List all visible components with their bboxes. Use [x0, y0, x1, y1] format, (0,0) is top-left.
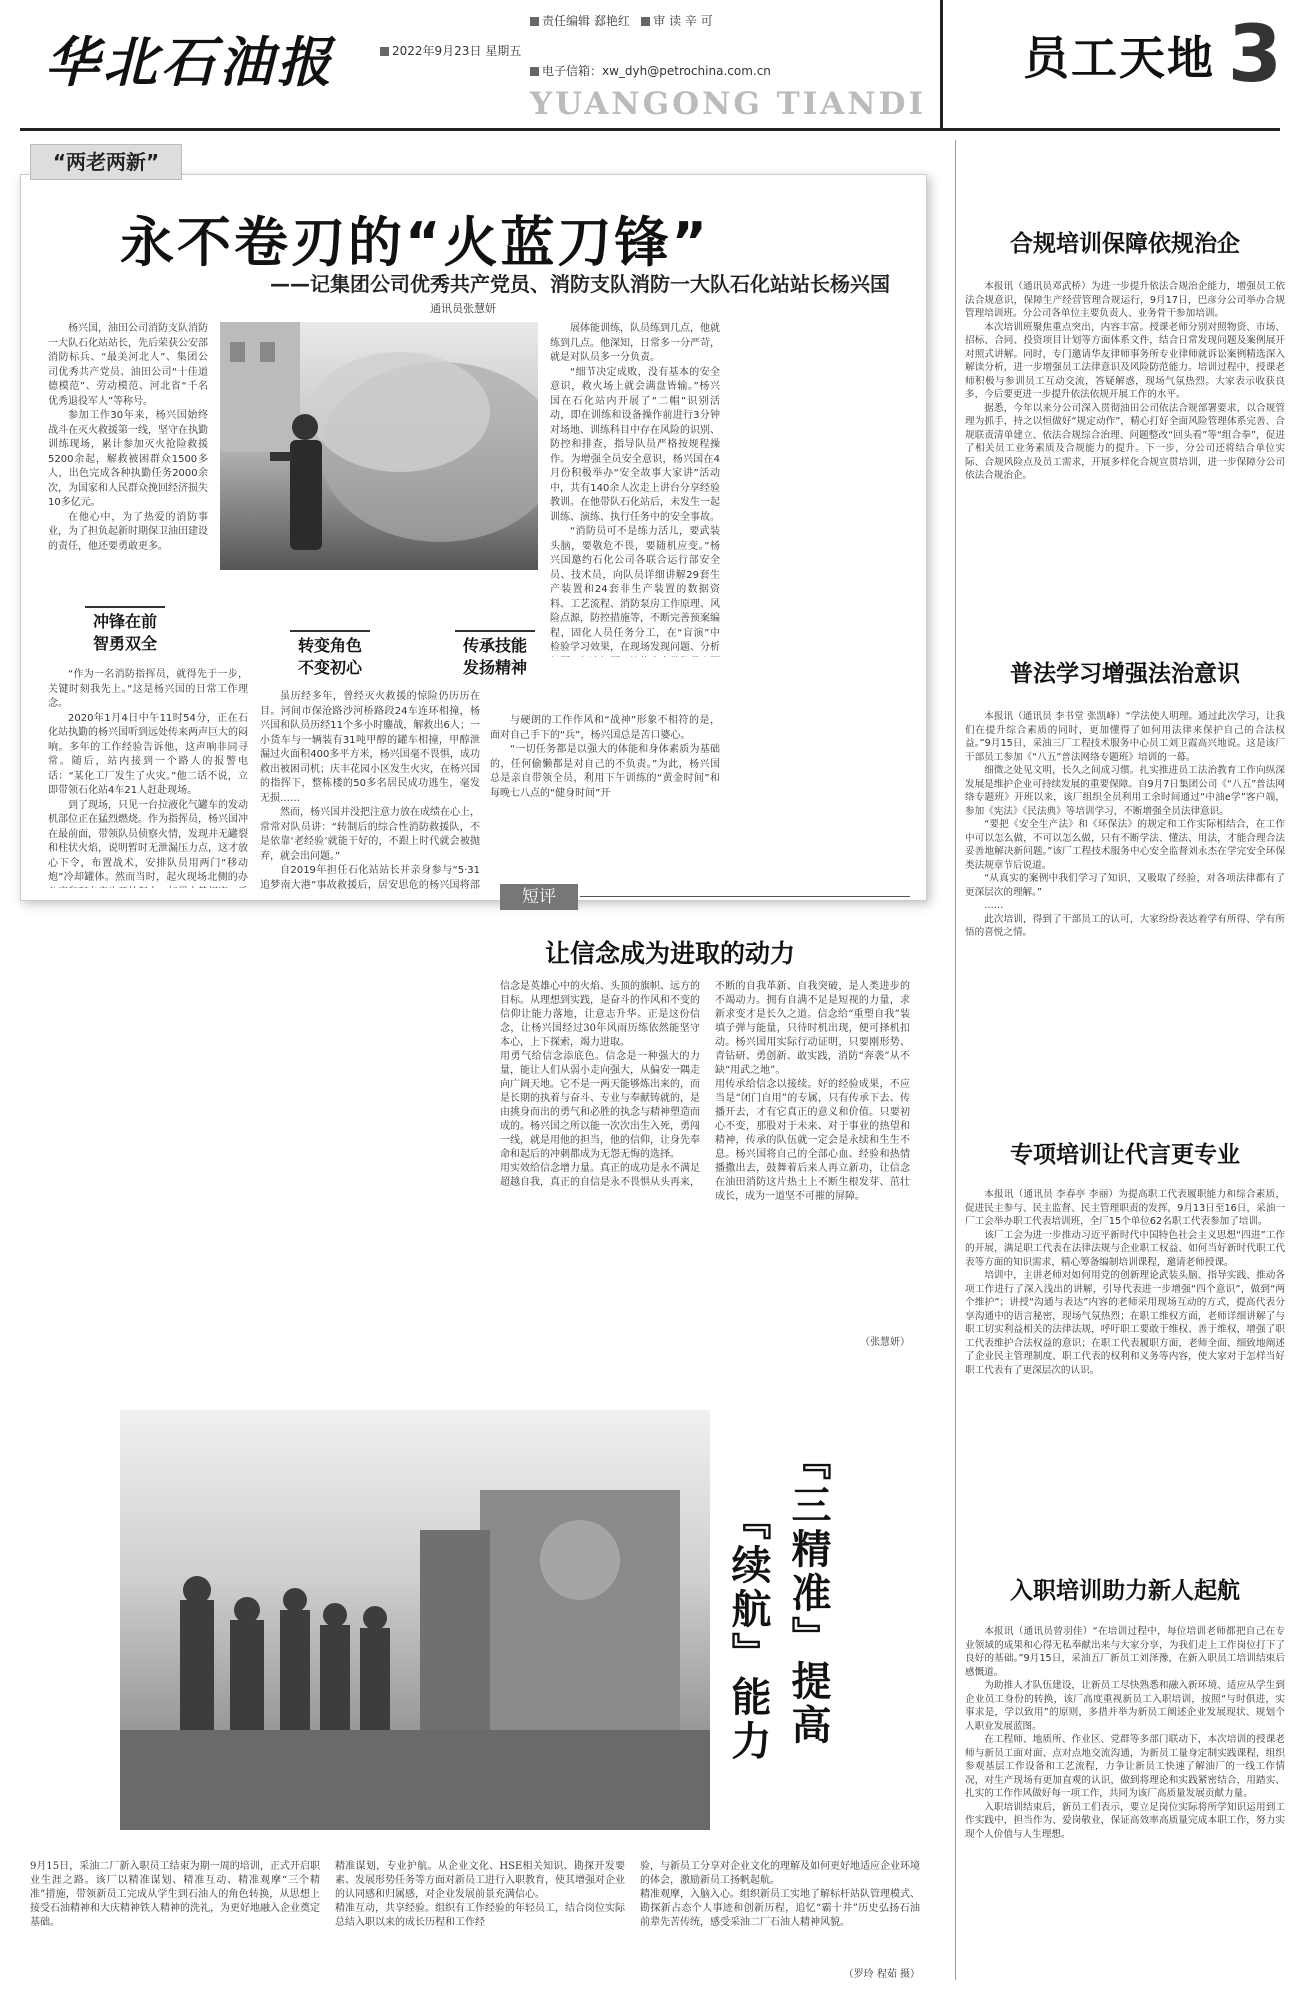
editor-line: 责任编辑 郄艳红 审 读 辛 可 — [530, 12, 713, 29]
section-title: 员工天地 — [1023, 31, 1215, 85]
review-tag-rule — [580, 896, 910, 897]
photo-feature-title-1: 『三精准』提高 — [785, 1440, 831, 1748]
training-group-illustration — [120, 1410, 710, 1830]
firefighter-photo — [220, 322, 538, 570]
news3-title: 专项培训让代言更专业 — [1010, 1142, 1240, 1168]
newspaper-logo: 华北石油报 — [45, 30, 335, 94]
feature-subhead: ——记集团公司优秀共产党员、消防支队消防一大队石化站站长杨兴国 — [270, 272, 890, 296]
review-column-2: 不断的自我革新、自我突破，是人类进步的不竭动力。拥有自满不足是短视的力量，求新求变才是长久之道。信念给“重塑自我”装填子弹与能量，只待时机出现，便可择机扣动。杨兴国用实际行动证明，只要刚形势、青钻研、勇创新、敢实践，消防“奔袭”从不缺“用武之地”。 用传承给信念以接续。好的经验成果，不应当是“闭门自用”的专属，只有传承下去、传播开去，才有它真正的意义和价值。只要初心不变，那股对于未来、对于事业的热望和精神，传承的队伍就一定会是永续和生生不息。杨兴国将自己的全部心血、经验和热情播撒出去，鼓舞着后来人再立新功，让信念在油田消防这片热土上不断生根发芽、茁壮成长，成为一道坚不可摧的屏障。 — [715, 981, 910, 1202]
news4-title: 入职培训助力新人起航 — [1010, 1578, 1240, 1604]
right-column-divider — [955, 140, 956, 1980]
training-group-photo — [120, 1410, 710, 1830]
feature-column-2: 虽历经多年，曾经灭火救援的惊险仍历历在目。河间市保沧路沙河桥路段24车连环相撞，杨兴国和队员历经11个多小时鏖战，解救出6人；一小货车与一辆装有31吨甲醇的罐车相撞，甲醇泄漏过火面积400多平方米，杨兴国毫不畏惧，成功救出被困司机；庆丰花园小区发生火灾，在杨兴国的指挥下，整栋楼的50多名居民成功逃生，毫发无损…… 然而，杨兴国并没把注意力放在成绩在心上，常常对队员讲：“转制后的综合性消防救援队，不是依靠‘老经验’就能干好的，不跟上时代就会被抛弃，就会出问题。” 自2019年担任石化站站长并亲身参与“5·31追梦南大港”事故救援后，居安思危的杨兴国将部 — [260, 691, 480, 890]
review-column-1: 信念是英雄心中的火焰、头顶的旗帜、远方的目标。从理想到实践，是奋斗的作风和不变的信仰让能力落地，让意志升华。正是这份信念，让杨兴国经过30年风雨历练依然能坚守本心，上下探索，竭力进取。 用勇气给信念添底色。信念是一种强大的力量，能让人们从弱小走向强大，从偏安一隅走向广阔天地。它不是一两天能够炼出来的，而是长期的执着与奋斗、专业与奉献铸就的，是由挑身而出的勇气和必胜的执念与精神塑造而成的。杨兴国之所以能一次次出生入死，勇闯一线，就是用他的担当，他的信仰，让身先奉命和起后的冲刺都成为无怨无悔的选择。 用实效给信念增力量。真正的成功是永不满足超越自我，真正的自信是永不畏惧从头再来， — [500, 981, 700, 1188]
subtitle-charge-forward: 冲锋在前 智勇双全 — [60, 606, 190, 655]
news1-title: 合规培训保障依规治企 — [1010, 231, 1240, 257]
feature-intro: 杨兴国，油田公司消防支队消防一大队石化站站长，先后荣获公安部消防标兵、“最美河北人”、集团公司优秀共产党员、油田公司“十佳道德模范”、劳动模范、河北省“千名优秀退役军人”等称号。 参加工作30年来，杨兴国始终战斗在灭火救援第一线，坚守在执勤训练现场，累计参加灭火抢险救援5200余起，解救被困群众1500多人，出色完成各种执勤任务2000余次，为国家和人民群众挽回经济损失10多亿元。 在他心中，为了热爱的消防事业，为了担负起新时期保卫油田建设的责任，他还要勇敢更多。 — [48, 323, 208, 552]
page-number: 3 — [1227, 10, 1282, 100]
photo-credit: （罗玲 程茹 摄） — [843, 1969, 920, 1980]
photo-caption-1: 9月15日，采油二厂新入职员工结束为期一周的培训，正式开启职业生涯之路。该厂以精准谋划、精准互动、精准观摩“三个精准”措施，带领新员工完成从学生到石油人的角色转换，从思想上接受石油精神和大庆精神铁人精神的洗礼，为更好地融入企业奠定基础。 — [30, 1861, 320, 1928]
feature-column-1: “作为一名消防指挥员，就得先于一步，关键时刻我先上。”这是杨兴国的日常工作理念。 2020年1月4日中午11时54分，正在石化站执勤的杨兴国听到远处传来两声巨大的闷响。多年的工作经验告诉他，这声响非同寻常。随后，站内接到一个路人的报警电话：“某化工厂发生了火灾。”他二话不说，立即带领石化站4车21人赶赴现场。 到了现场，只见一台拉液化气罐车的发动机部位正在猛烈燃烧。作为指挥员，杨兴国冲在最前面，带领队员侦察火情，发现并无罐裂和柱状火焰，说明暂时无泄漏压力点，这才放心下令，布置战术，安排队员用两门“移动炮”冷却罐体。然而当时，起火现场北侧的办 — [48, 669, 248, 883]
column-tag: “两老两新” — [30, 144, 182, 180]
news1-body: 本报讯（通讯员邓武桥）为进一步提升依法合规治企能力，增强员工依法合规意识，保障生产经营管理合规运行，9月17日，巴彦分公司举办合规管理培训班。分公司各单位主要负责人、业务骨干参加培训。 本次培训班聚焦重点突出，内容丰富。授课老师分别对照物资、市场、招标、合同、投资项目计划等方面体系文件，结合日常发现问题及案例展开对照式讲解。同时，专门邀请华友律师事务所专业律师就诉讼案例精选深入解读分析，进一步增强员工法律意识及风险防范能力。培训过程中，授课老师积极与参训员工互动交流，答疑解惑，现场气氛热烈。大家表示收获良多，今后要更进一步提升依法依规开展工作的水平。 据悉，今年以来分公司深入贯彻油田公司依法合规部署要求，以合规管理为抓手，持之以恒做好“规定动作”，精心打好全面风险管理体系完善、合规联责清单建立、依法合规综合治理、问题整改“回头看”等“组合拳”，促进了相关员工业务素质及合规能力的提升。下一步，分公司还将结合单位实际、合规风险点及员工需求，开展多样化合规宣贯培训，进一步保障分公司依法合规治企。 — [965, 281, 1285, 481]
header-rule — [20, 128, 1280, 131]
feature-column-4: 展体能训练，队员练到几点，他就练到几点。他深知，日常多一分严苛，就是对队员多一分负责。 “细节决定成败，没有基本的安全意识，救火场上就会满盘皆输。”杨兴国在石化站内开展了“二帽”识别活动，即在训练和设备操作前进行3分钟对场地、训练科目中存在风险的识别、防控和排查，指导队员严格按规程操作。为增强全员安全意识，杨兴国在4月份积极举办“安全故事大家讲”活动中，共有140余人次走上讲台分享经验教训。在他带队石化站后，未发生一起训练、演练、执行任务中的安全事故。 “消防员可不是练力活儿，要武装头脑，要敬危不畏，要随机应变。”杨兴国邀约石化公司各联合运行部安全员、技术员，向队员详细讲解29套生产装置和24套非生产装置的数据资料、工艺流程、消防泵房工作原理、风险点源，防控措施等，不断完善预案编程，固化人员任务分工，在“盲演”中检验学习效果，在现场发现问题、分析 — [550, 323, 720, 653]
news2-body: 本报讯（通讯员 李书堂 张凯峰）“学法使人明理。通过此次学习，让我们在提升综合素质的同时，更加懂得了如何用法律来保护自己的合法权益。”9月15日，采油三厂工程技术服务中心员工刘卫霞高兴地说。这是该厂干部员工参加《“八五”普法网络专题班》培训的一幕。 细微之处见文明，长久之间成习惯。扎实推进员工法治教育工作向纵深发展是维护企业可持续发展的重要保障。自9月7日集团公司《“八五”普法网络专题班》开班以来，该厂组织全员利用工余时间通过“中油e学”客户端，参加《宪法》《民法典》等培训学习，不断增强全员法律意识。 “要把《安全生产法》和《环保法》的规定和工作实际相结合，在工作中可以怎么做，不可以怎么做，只有不断学法、懂法、用法，才能合理合法妥善地解决新问题。”该厂工程技术服务中心安全监督刘永杰在学完安全环保类法规章节后说道。 “从真实的案例中我们学习了知识，又吸取了经验，对各项法律都有了更深层次的理解。” …… 此次培训，得到了干部员工的认可，大家纷纷表达着学有所得、学有所悟的喜悦之情。 — [965, 711, 1285, 938]
photo-feature-title-2: 『续航』能力 — [725, 1500, 771, 1764]
news4-body: 本报讯（通讯员曾羽佳）“在培训过程中，每位培训老师都把自己在专业领域的成果和心得无私奉献出来与大家分享，为我们走上工作岗位打下了良好的基础。”9月15日，采油五厂新员工刘泽豫，在新入职员工培训结束后感慨道。 为助推人才队伍建设，让新员工尽快熟悉和融入新环境、适应从学生到企业员工身份的转换，该厂高度重视新员工入职培训，按照“与时俱进，实事求是，学以致用”的原则，多措并举为新员工阐述企业发展现状、规划个人职业发展蓝图。 在工程师、地质所、作业区、党群等多部门联动下，本次培训的授课老师与新员工面对面、点对点地交流沟通，为新员工量身定制实践课程，组织参观基层工作设备和工艺流程，力争让新员工快速了解油厂的一线工作情况，对生产现场有更加直观的认识，做到将理论和实践紧密结合，用踏实、扎实的工作作风做好每一项工作，共同为该厂高质量发展贡献力量。 入职培训结束后，新员工们表示，要立足岗位实际将所学知识运用到工作实践中，担当作为、爱岗敬业，保证高效率高质量完成本职工作，努力实现个人价值与人生理想。 — [965, 1626, 1285, 1840]
news3-body: 本报讯（通讯员 李春亭 李丽）为提高职工代表履职能力和综合素质，促进民主参与、民主监督、民主管理职责的发挥，9月13日至16日，采油一厂工会举办职工代表培训班，全厂15个单位62名职工代表参加了培训。 该厂工会为进一步推动习近平新时代中国特色社会主义思想“四进”工作的开展，满足职工代表在法律法规与企业职工权益、如何当好新时代职工代表等方面的知识需求，精心筹备编制培训课程，邀请老师授课。 培训中，主讲老师对如何用党的创新理论武装头脑、指导实践、推动各项工作进行了深入浅出的讲解，引导代表进一步增强“四个意识”，做到“两个维护”；讲授“沟通与表达”内容的老师采用现场互动的方式，提高代表分享沟通中的语言秘密，现场气氛热烈；在职工维权方面，老师详细讲解了与职工切实利益相关的法律法规，呼吁职工要敢于维权、善于维权，增强了职工代表维护合法权益的意识；在职工代表履职方面，老师全面、细致地阐述了企业民主管理制度、职工代表的权利和义务等内容，使大家对于怎样当好职工代表有了更深层次的认识。 — [965, 1189, 1285, 1376]
section-pinyin: YUANGONG TIANDI — [530, 86, 927, 122]
photo-caption-3: 验，与新员工分享对企业文化的理解及如何更好地适应企业环境的体会，激励新员工扬帆起航。 精准观摩，入脑入心。组织新员工实地了解标杆站队管理模式、勘探新占态个人事迹和创新历程，追忆“霸十井”历史弘扬石油前辈先苦传统，感受采油二厂石油人精神风貌。 — [640, 1861, 920, 1928]
feature-column-3: 与硬朗的工作作风和“战神”形象不相符的是，面对自己手下的“兵”，杨兴国总是苦口婆心。 “一切任务都是以强大的体能和身体素质为基础的，任何偷懒都是对自己的不负责。”为此，杨兴国总是亲自带领全员，利用下午训练的“黄金时间”和每晚七八点的“健身时间”开 — [490, 715, 720, 799]
issue-date: 2022年9月23日 星期五 — [380, 42, 521, 59]
firefighter-illustration — [220, 322, 538, 570]
email-line: 电子信箱：xw_dyh@petrochina.com.cn — [530, 62, 771, 79]
review-author: （张慧妍） — [860, 1337, 910, 1348]
subtitle-pass-skills: 传承技能 发扬精神 — [430, 630, 560, 679]
photo-caption-2: 精准谋划，专业护航。从企业文化、HSE相关知识、勘探开发要素、发展形势任务等方面对新员工进行入职教育，使其增强对企业的认同感和归属感，对企业发展前景充满信心。 精准互动，共享经验。组织有工作经验的年轻员工，结合岗位实际总结入职以来的成长历程和工作经 — [335, 1861, 625, 1928]
review-tag: 短评 — [500, 884, 578, 910]
feature-headline: 永不卷刃的“火蓝刀锋” — [120, 211, 710, 274]
feature-byline: 通讯员张慧妍 — [430, 302, 496, 315]
review-title: 让信念成为进取的动力 — [545, 939, 796, 968]
header-divider — [940, 0, 943, 130]
subtitle-change-role: 转变角色 不变初心 — [265, 630, 395, 679]
news2-title: 普法学习增强法治意识 — [1010, 661, 1240, 687]
